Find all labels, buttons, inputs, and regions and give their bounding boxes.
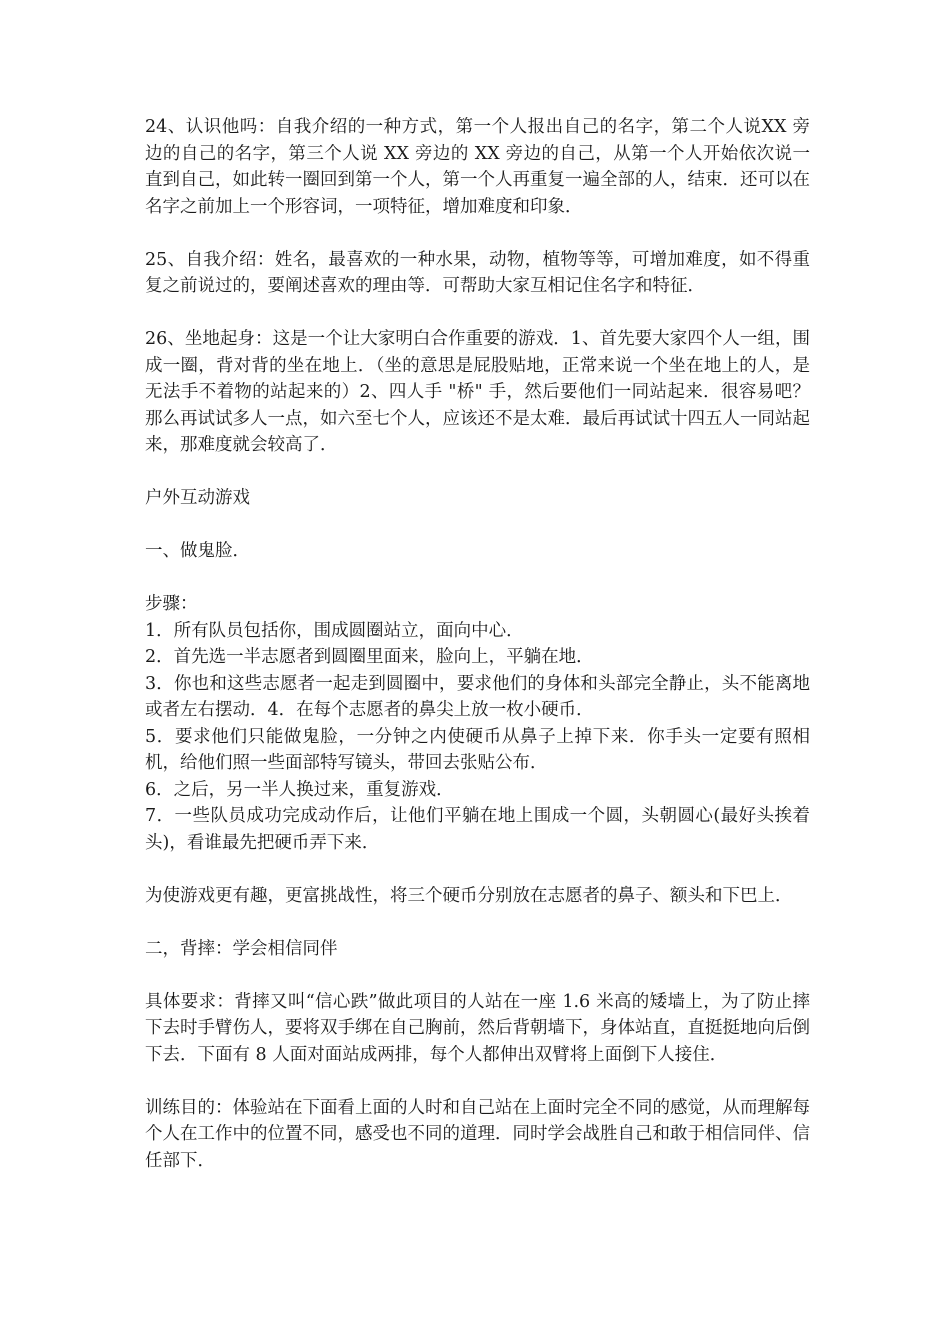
spacer [145,300,810,327]
spacer [145,459,810,486]
spacer [145,909,810,936]
paragraph-24: 24、认识他吗：自我介绍的一种方式，第一个人报出自己的名字，第二个人说XX 旁边的自己的名字，第三个人说 XX 旁边的 XX 旁边的自己，从第一个人开始依次说一直到自己，如此转一圈回到第一个人，第一个人再重复一遍全部的人，结束．还可以在名字之前加上一个形容词，一项特征，增加难度和印象． [145,117,810,217]
paragraph-26: 26、坐地起身：这是一个让大家明白合作重要的游戏．1、首先要大家四个人一组，围成一圈，背对背的坐在地上．（坐的意思是屁股贴地，正常来说一个坐在地上的人，是无法手不着物的站起来的）2、四人手 "桥" 手，然后要他们一同站起来．很容易吧？那么再试试多人一点，如六至七个人，应该还不是太难．最后再试试十四五人一同站起来，那难度就会较高了． [145,329,810,455]
step-item: 5．要求他们只能做鬼脸，一分钟之内使硬币从鼻子上掉下来．你手头一定要有照相机，给他们照一些面部特写镜头，带回去张贴公布． [145,726,810,773]
spacer [145,856,810,883]
step-item: 1．所有队员包括你，围成圆圈站立，面向中心． [145,620,524,641]
steps-label: 步骤： [145,594,198,614]
game1-tip: 为使游戏更有趣，更富挑战性，将三个硬币分别放在志愿者的鼻子、额头和下巴上． [145,885,793,906]
section-heading-outdoor: 户外互动游戏 [145,488,250,508]
game1-title: 一、做鬼脸． [145,541,250,561]
spacer [145,220,810,247]
step-item: 7．一些队员成功完成动作后，让他们平躺在地上围成一个圆，头朝圆心(最好头挨着头)，看谁最先把硬币弄下来． [145,806,810,853]
game2-title: 二，背摔：学会相信同伴 [145,938,338,959]
step-item: 3．你也和这些志愿者一起走到圆圈中，要求他们的身体和头部完全静止，头不能离地或者左右摆动．4．在每个志愿者的鼻尖上放一枚小硬币． [145,673,810,720]
game2-requirements: 具体要求：背摔又叫“信心跌”做此项目的人站在一座 1.6 米高的矮墙上，为了防止摔下去时手臂伤人，要将双手绑在自己胸前，然后背朝墙下，身体站直，直挺挺地向后倒下去．下面有 8 人面对面站成两排，每个人都伸出双臂将上面倒下人接住． [145,991,810,1065]
paragraph-25: 25、自我介绍：姓名，最喜欢的一种水果，动物，植物等等，可增加难度，如不得重复之前说过的，要阐述喜欢的理由等．可帮助大家互相记住名字和特征． [145,249,810,296]
step-item: 2．首先选一半志愿者到圆圈里面来，脸向上，平躺在地． [145,647,594,667]
spacer [145,962,810,989]
spacer [145,565,810,592]
spacer [145,1068,810,1095]
step-item: 6．之后，另一半人换过来，重复游戏． [145,779,454,800]
document-page [145,114,810,1174]
spacer [145,512,810,539]
game2-goal: 训练目的：体验站在下面看上面的人时和自己站在上面时完全不同的感觉，从而理解每个人在工作中的位置不同，感受也不同的道理．同时学会战胜自己和敢于相信同伴、信任部下． [145,1097,810,1171]
